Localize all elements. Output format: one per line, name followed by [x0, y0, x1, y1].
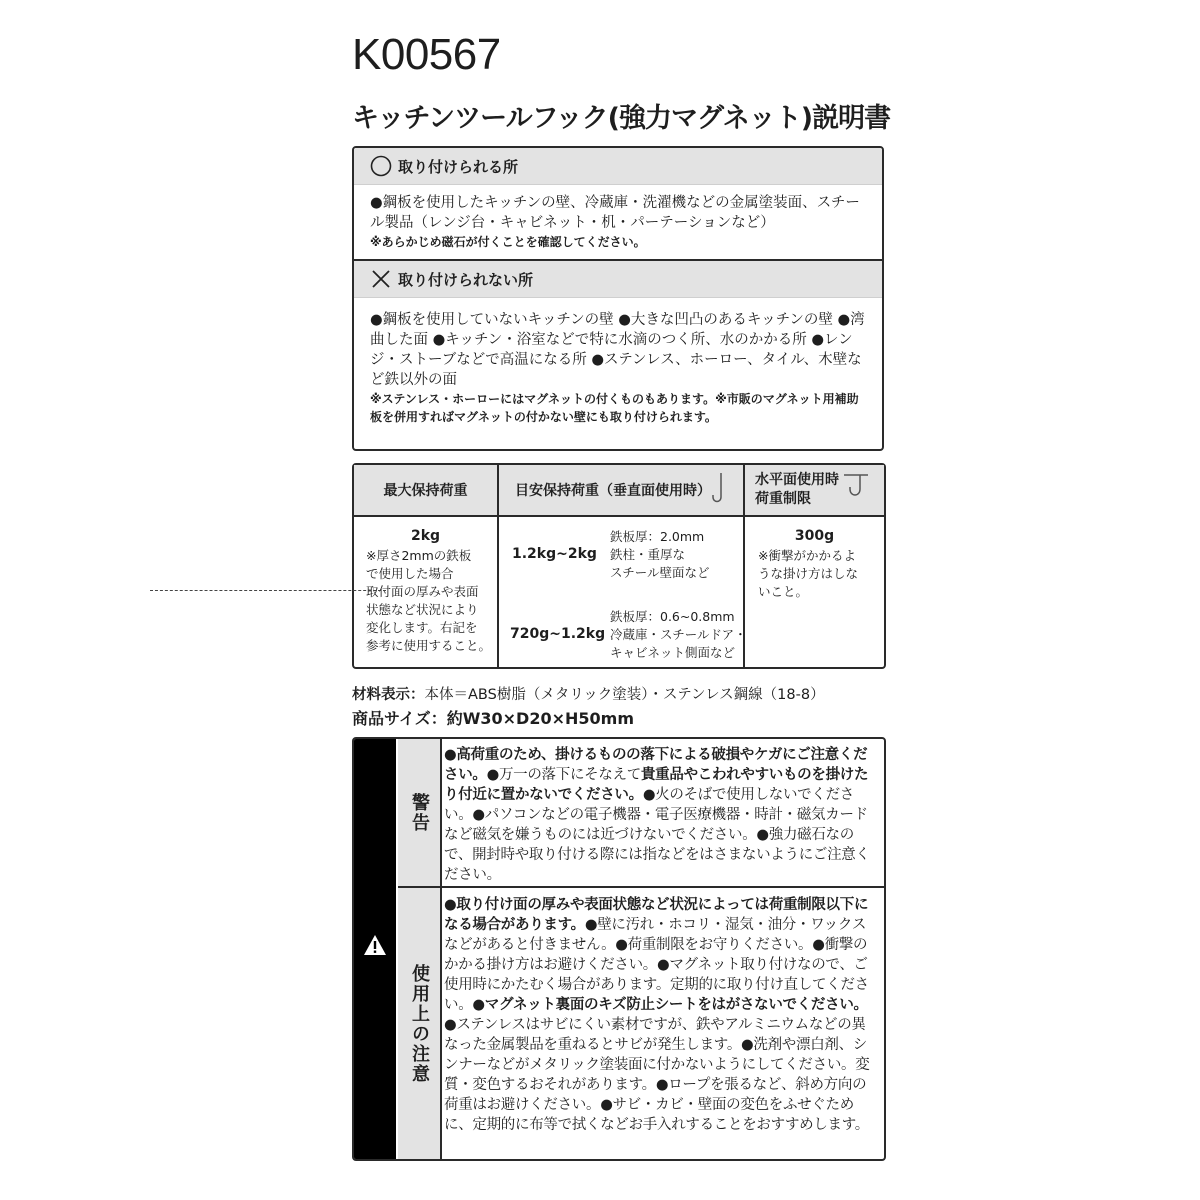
row-divider	[150, 590, 386, 591]
ok-section-text: ●鋼板を使用したキッチンの壁、冷蔵庫・洗濯機などの金属塗装面、スチール製品（レンジ台・キャビネット・机・パーテーションなど）	[370, 195, 860, 231]
horizontal-load-note: ※衝撃がかかるよ うな掛け方はしな いこと。	[758, 548, 859, 599]
ok-section-note: ※あらかじめ磁石が付くことを確認してください。	[370, 235, 646, 249]
page-title: キッチンツールフック(強力マグネット)説明書	[352, 103, 891, 134]
ng-section-text: ●鋼板を使用していないキッチンの壁 ●大きな凹凸のあるキッチンの壁 ●湾曲した面 ●キッチン・浴室などで特に水滴のつく所、水のかかる所 ●レンジ・ストーブなどで高温になる所 ●ステンレス、ホーロー、タイル、木壁など鉄以外の面	[370, 312, 865, 388]
ok-section-body	[354, 185, 882, 259]
warning-text: ●高荷重のため、掛けるものの落下による破損やケガにご注意ください。●万一の落下にそなえて貴重品やこわれやすいものを掛けたり付近に置かないでください。●火のそばで使用しないでください。●パソコンなどの電子機器・電子医療機器・時計・磁気カードなど磁気を嫌うものには近づけないでください。●強力磁石なので、開封時や取り付ける際には指などをはさまないようにご注意ください。	[444, 747, 870, 883]
vertical-load-header: 目安保持荷重（垂直面使用時）	[499, 465, 743, 515]
max-load-header: 最大保持荷重	[354, 465, 497, 515]
ng-section-header	[354, 261, 882, 298]
hook-icon	[838, 471, 874, 507]
size-line: 商品サイズ：約W30×D20×H50mm	[352, 709, 635, 728]
load-row-desc: 鉄板厚：2.0mm 鉄柱・重厚な スチール壁面など	[610, 529, 710, 580]
load-row-value: 720g~1.2kg	[510, 626, 606, 642]
warning-label: 警告	[398, 739, 440, 886]
mounting-info-box	[352, 146, 884, 451]
ng-section-body	[354, 298, 882, 434]
ng-section-heading: 取り付けられない所	[398, 270, 534, 289]
caution-label: 使用上の注意	[398, 888, 440, 1159]
max-load-note: ※厚さ2mmの鉄板 で使用した場合 取付面の厚みや表面 状態など状況により 変化します。右記を 参考に使用すること。	[366, 548, 492, 653]
horizontal-load-header: 水平面使用時 荷重制限	[745, 465, 884, 515]
ok-section-heading: 取り付けられる所	[398, 157, 519, 176]
circle-icon	[370, 155, 392, 177]
hook-icon	[709, 471, 729, 507]
load-row-value: 1.2kg~2kg	[512, 546, 597, 562]
load-table	[352, 463, 886, 669]
caution-text: ●取り付け面の厚みや表面状態など状況によっては荷重制限以下になる場合があります。●壁に汚れ・ホコリ・湿気・油分・ワックスなどがあると付きません。●荷重制限をお守りください。●衝撃のかかる掛け方はお避けください。●マグネット取り付けなので、ご使用時にかたむく場合があります。定期的に取り付け直してください。●マグネット裏面のキズ防止シートをはがさないでください。●ステンレスはサビにくい素材ですが、鉄やアルミニウムなどの異なった金属製品を重ねるとサビが発生します。●洗剤や漂白剤、シンナーなどがメタリック塗装面に付かないようにしてください。変質・変色するおそれがあります。●ロープを張るなど、斜め方向の荷重はお避けください。●サビ・カビ・壁面の変色をふせぐために、定期的に布等で拭くなどお手入れすることをおすすめします。	[444, 897, 870, 1133]
product-code: K00567	[352, 30, 501, 79]
horizontal-load-value: 300g	[794, 528, 835, 544]
ng-section-note: ※ステンレス・ホーローにはマグネットの付くものもあります。※市販のマグネット用補助板を併用すればマグネットの付かない壁にも取り付けられます。	[370, 392, 859, 424]
cross-icon	[370, 268, 392, 290]
warning-icon	[362, 933, 388, 957]
warning-box	[352, 737, 886, 1161]
ok-section-header	[354, 148, 882, 185]
max-load-value: 2kg	[410, 528, 441, 544]
material-line: 材料表示：本体＝ABS樹脂（メタリック塗装）・ステンレス鋼線（18-8）	[352, 687, 825, 703]
load-row-desc: 鉄板厚：0.6~0.8mm 冷蔵庫・スチールドア・ キャビネット側面など	[610, 609, 747, 660]
